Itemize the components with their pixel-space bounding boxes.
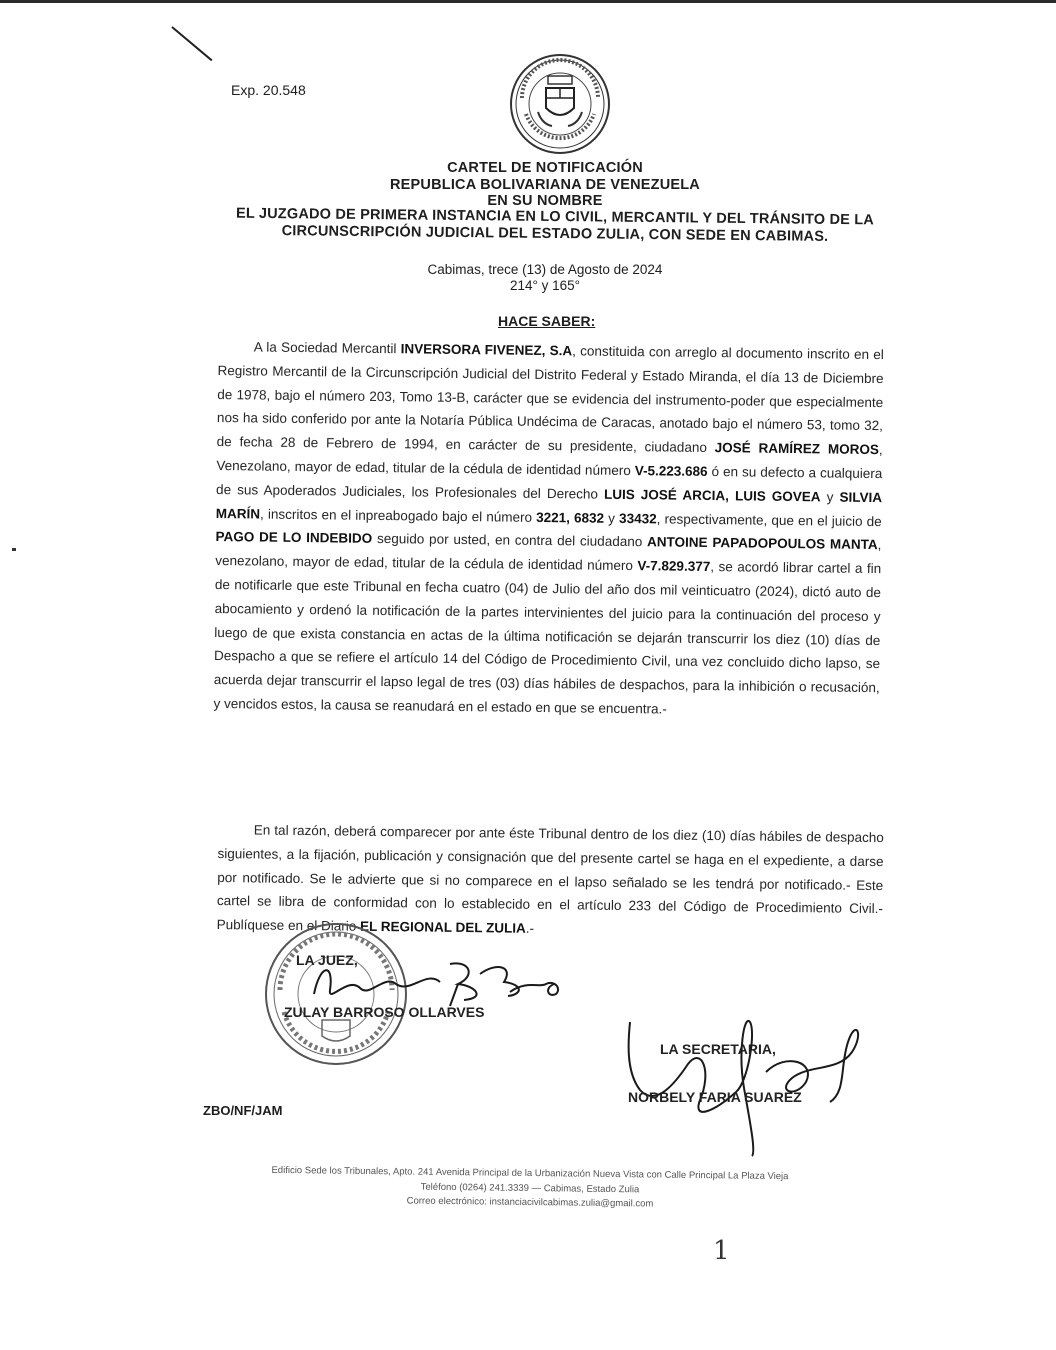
scan-speck [12,548,16,551]
page-number: 1 [713,1236,730,1266]
header-court: EL JUZGADO DE PRIMERA INSTANCIA EN LO CIVIL, MERCANTIL Y DEL TRÁNSITO DE LA [235,205,875,229]
header-title: CARTEL DE NOTIFICACIÓN [447,160,643,176]
judge-title: LA JUEZ, [296,952,358,968]
footer-email: Correo electrónico: instanciacivilcabimas.zulia@gmail.com [406,1195,654,1210]
pen-stroke-mark [171,26,212,61]
header-country: REPUBLICA BOLIVARIANA DE VENEZUELA [390,177,700,193]
notice-paragraph-1: A la Sociedad Mercantil INVERSORA FIVENEZ, S.A, constituida con arreglo al documento inscrito en el Registro Mercantil de la Circunscripción Judicial del Distrito Federal y Estado Miranda, el día 13 de Diciembre de 1978, bajo el número 203, Tomo 13-B, carácter que se evidencia del instrumento-poder que especialmente nos ha sido conferido por ante la Notaría Pública Undécima de Caracas, anotado bajo el número 53, tomo 32, de fecha 28 de Febrero de 1994, en carácter de su presidente, ciudadano JOSÉ RAMÍREZ MOROS, Venezolano, mayor de edad, titular de la cédula de identidad número V-5.223.686 ó en su defecto a cualquiera de sus Apoderados Judiciales, los Profesionales del Derecho LUIS JOSÉ ARCIA, LUIS GOVEA y SILVIA MARÍN, inscritos en el inpreabogado bajo el número 3221, 6832 y 33432, respectivamente, que en el juicio de PAGO DE LO INDEBIDO seguido por usted, en contra del ciudadano ANTOINE PAPADOPOULOS MANTA, venezolano, mayor de edad, titular de la cédula de identidad número V-7.829.377, se acordó librar cartel a fin de notificarle que este Tribunal en fecha cuatro (04) de Julio del año dos mil veinticuatro (2024), dictó auto de abocamiento y ordenó la notificación de la partes intervinientes del juicio para la continuación del proceso y luego de que exista constancia en actas de la última notificación se dejarán transcurrir los diez (10) días de Despacho a que se refiere el artículo 14 del Código de Procedimiento Civil, una vez concluido dicho lapso, se acuerda dejar transcurrir el lapso legal de tres (03) días hábiles de despachos, para la inhibición o recusación, y vencidos estos, la causa se reanudará en el estado en que se encuentra.- [213,339,884,717]
footer-phone: Teléfono (0264) 241.3339 — Cabimas, Estado Zulia [420,1181,640,1196]
footer-address: Edificio Sede los Tribunales, Apto. 241 Avenida Principal de la Urbanización Nueva Vista con Calle Principal La Plaza Vieja [271,1164,789,1183]
header-jurisdiction: CIRCUNSCRIPCIÓN JUDICIAL DEL ESTADO ZULIA, CON SEDE EN CABIMAS. [281,223,829,245]
header-on-behalf: EN SU NOMBRE [487,193,603,209]
date-line: Cabimas, trece (13) de Agosto de 2024 [427,262,663,277]
coat-of-arms-seal [508,52,612,156]
judge-name: ZULAY BARROSO OLLARVES [284,1004,485,1020]
notice-paragraph-2: En tal razón, deberá comparecer por ante éste Tribunal dentro de los diez (10) días hábiles de despacho siguientes, a la fijación, publicación y consignación que del presente cartel se haga en el expediente, a darse por notificado. Se le advierte que si no comparece en el lapso señalado se les tendrá por notificado.- Este cartel se libra de conformidad con lo establecido en el artículo 233 del Código de Procedimiento Civil.- Publíquese en el Diario EL REGIONAL DEL ZULIA.- [216,822,884,937]
document-initials: ZBO/NF/JAM [203,1103,283,1118]
secretary-signature [616,1012,876,1162]
scan-top-edge [0,0,1056,3]
years-line: 214° y 165° [509,278,581,293]
secretary-title: LA SECRETARIA, [660,1041,776,1057]
hace-saber-heading: HACE SABER: [498,313,596,329]
case-number: Exp. 20.548 [231,82,306,98]
secretary-name: NORBELY FARIA SUAREZ [628,1089,802,1105]
